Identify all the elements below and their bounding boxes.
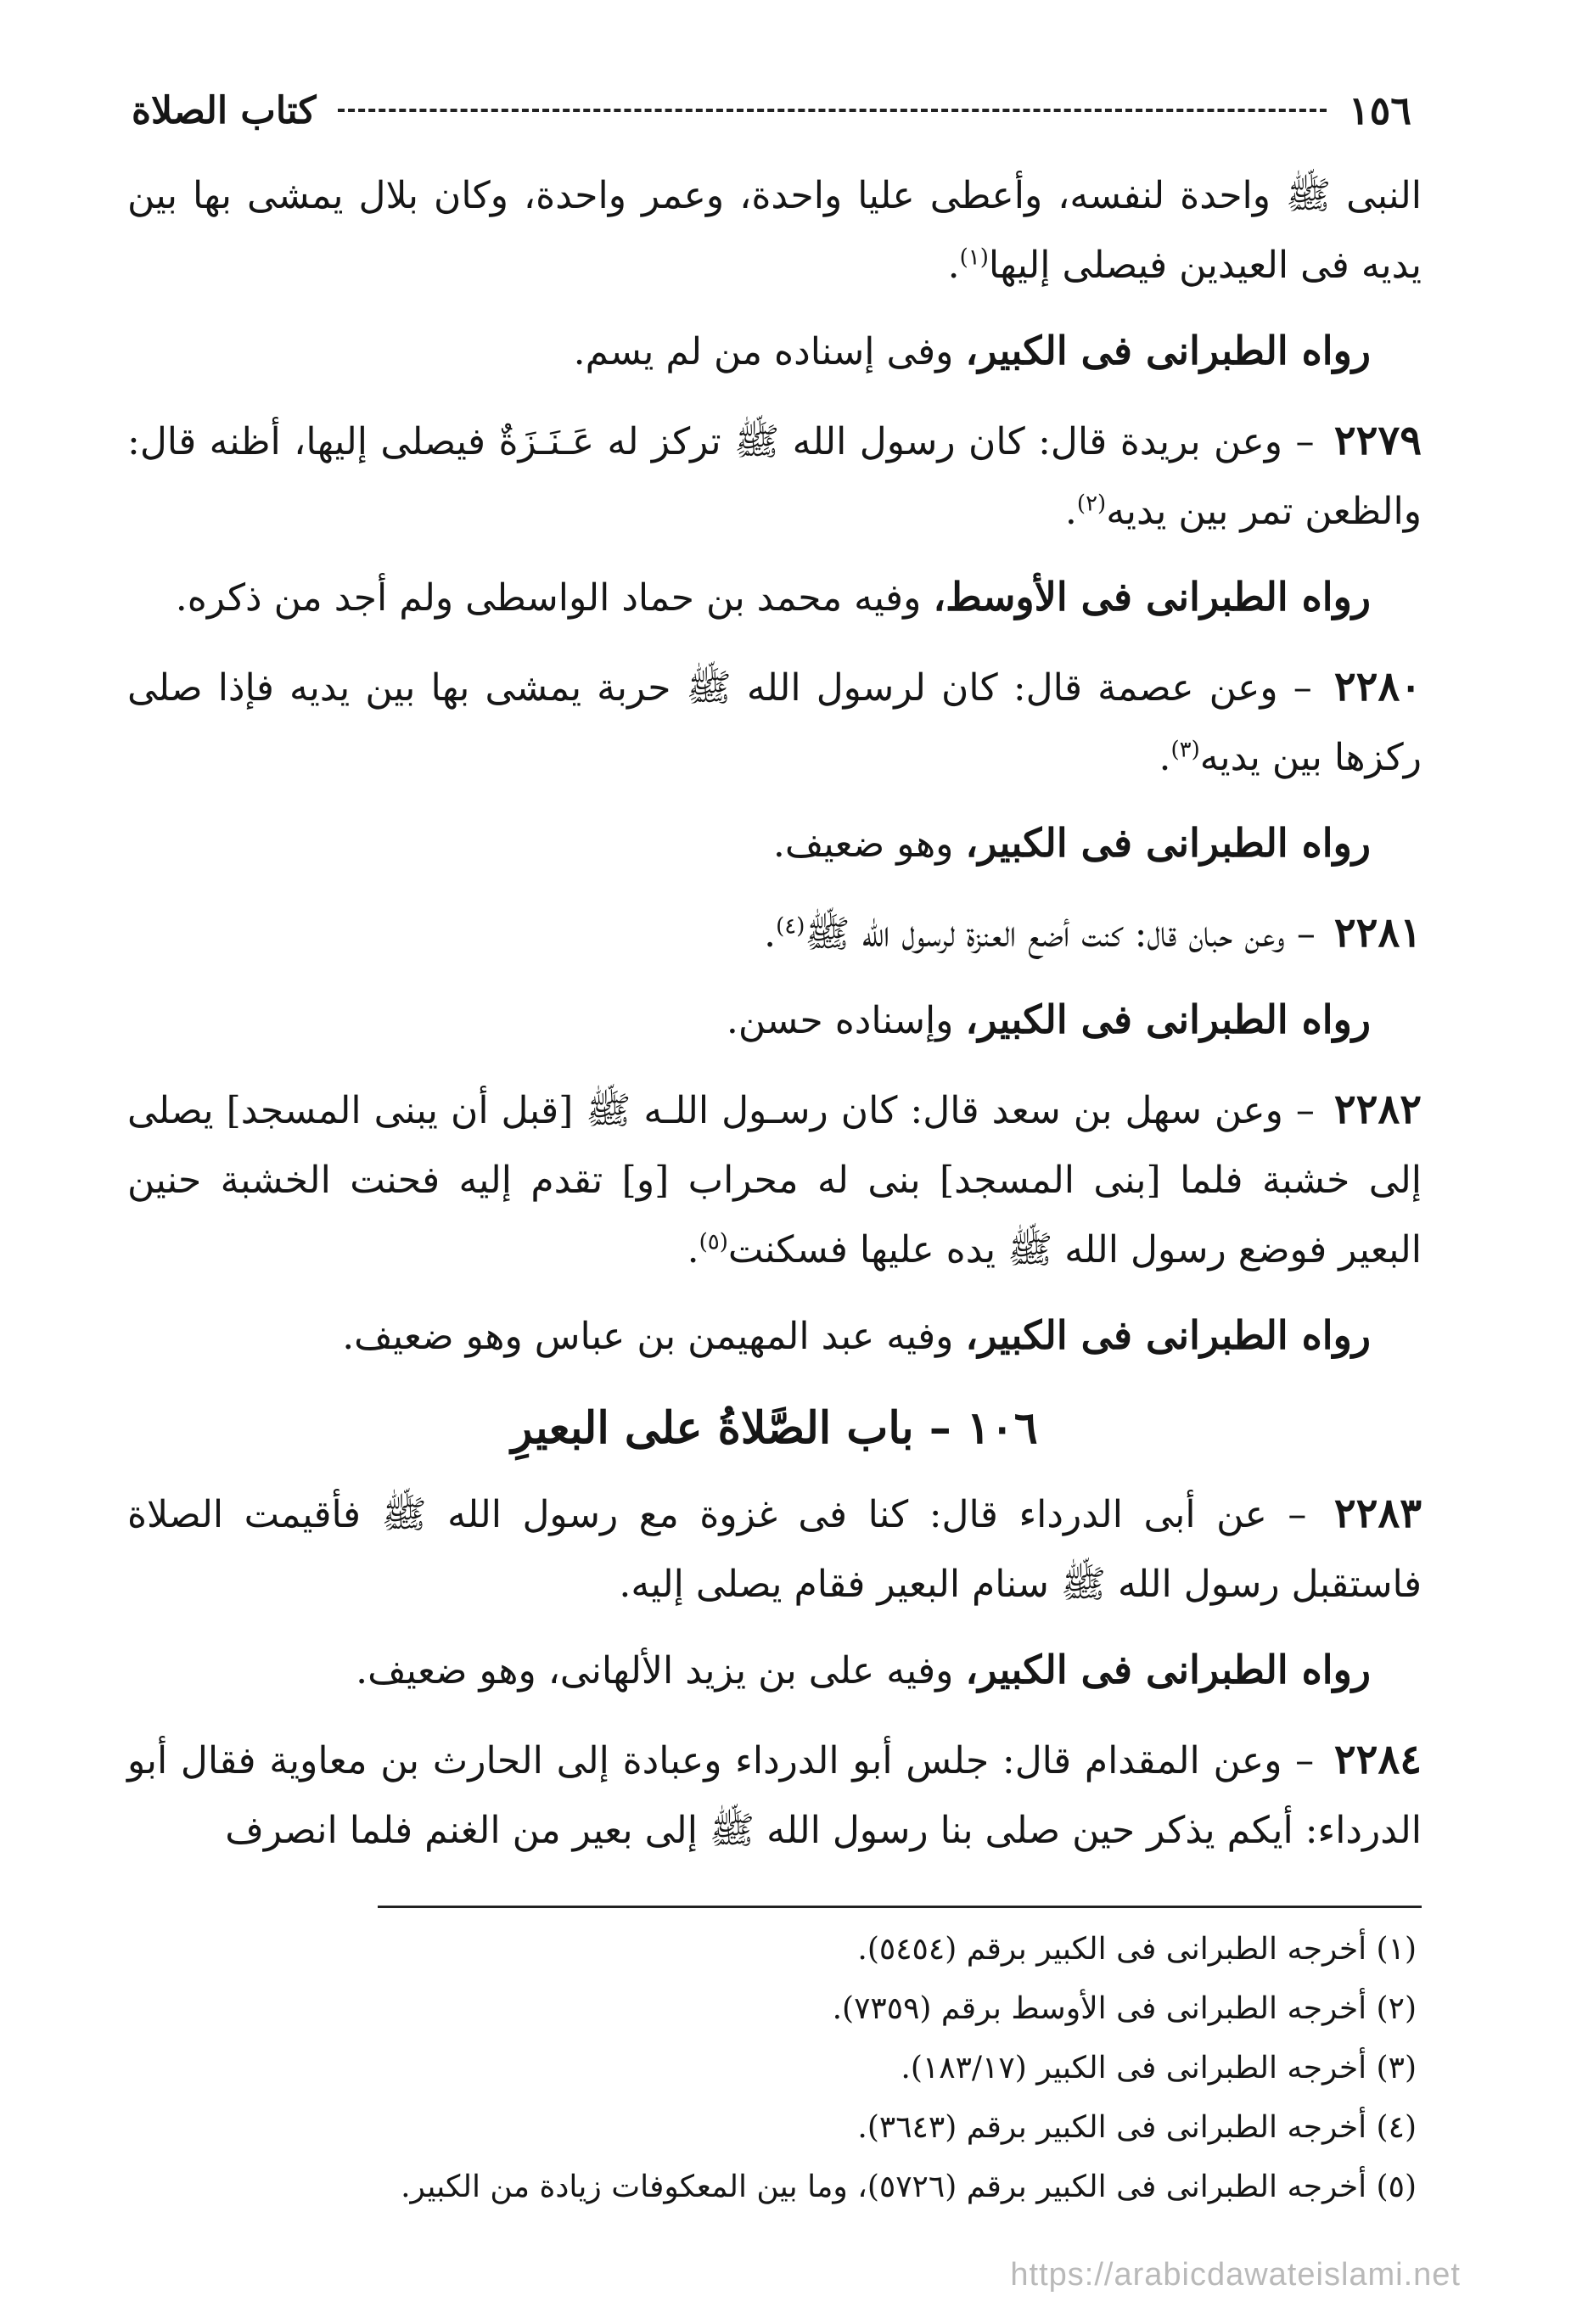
hadith-text: – وعن المقدام قال: جلس أبو الدرداء وعبادة إلى الحارث بن معاوية فقال أبو الدرداء: أيكم يذكر حين صلى بنا رسول الله ﷺ إلى بعير من الغنم فلما انصرف <box>127 1739 1422 1852</box>
footnote-ref: (٤) <box>776 913 805 940</box>
hadith-number: ٢٢٨٠ <box>1333 663 1422 710</box>
footnote: (٣) أخرجه الطبرانى فى الكبير (١٨٣/١٧). <box>901 2051 1417 2085</box>
source-rest: وفيه محمد بن حماد الواسطى ولم أجد من ذكره. <box>175 576 934 620</box>
source-rest: وهو ضعيف. <box>772 822 966 866</box>
source-rest: وفيه على بن يزيد الألهانى، وهو ضعيف. <box>356 1649 966 1692</box>
footnote: (٥) أخرجه الطبرانى فى الكبير برقم (٥٧٢٦)، وما بين المعكوفات زيادة من الكبير. <box>401 2170 1417 2204</box>
hadith-number: ٢٢٨١ <box>1333 909 1422 957</box>
source-bold: رواه الطبرانى فى الأوسط، <box>933 574 1371 620</box>
hadith-text: – وعن سهل بن سعد قال: كان رسـول اللـه ﷺ [قبل أن يبنى المسجد] يصلى إلى خشبة فلما [بنى المسجد] بنى له محراب [و] تقدم إليه فحنت الخشبة حنين البعير فوضع رسول الله ﷺ يده عليها فسكنت <box>127 1089 1422 1271</box>
footnote-separator <box>378 1906 1422 1908</box>
hadith-number: ٢٢٨٤ <box>1333 1736 1422 1783</box>
footnote: (١) أخرجه الطبرانى فى الكبير برقم (٥٤٥٤). <box>857 1932 1417 1967</box>
footnote-ref: (٥) <box>699 1229 728 1255</box>
source-note <box>127 316 1422 387</box>
hadith-number: ٢٢٨٢ <box>1333 1086 1422 1133</box>
footnote: (٢) أخرجه الطبرانى فى الأوسط برقم (٧٣٥٩). <box>832 1991 1417 2026</box>
hadith-2279: ٢٢٧٩ – وعن بريدة قال: كان رسول الله ﷺ تركز له عَـنَـزَةٌ فيصلى إليها، أظنه قال: والظعن تمر بين يديه$^{(٢)}$. <box>127 417 1422 533</box>
source-bold: رواه الطبرانى فى الكبير، <box>965 996 1371 1042</box>
source-rest: وفيه عبد المهيمن بن عباس وهو ضعيف. <box>342 1315 966 1358</box>
footnotes <box>127 1920 1422 2217</box>
source-rest: وفى إسناده من لم يسم. <box>573 330 966 373</box>
page-number: ١٥٦ <box>1348 87 1411 133</box>
hadith-number: ٢٢٧٩ <box>1333 417 1422 464</box>
hadith-2282: ٢٢٨٢ – وعن سهل بن سعد قال: كان رسـول اللـه ﷺ [قبل أن يبنى المسجد] يصلى إلى خشبة فلما [بنى المسجد] بنى له محراب [و] تقدم إليه فحنت الخشبة حنين البعير فوضع رسول الله ﷺ يده عليها فسكنت$^{(٥)}$. <box>127 1086 1422 1271</box>
hadith-2283 <box>127 1479 1422 1620</box>
running-title: كتاب الصلاة <box>132 88 317 132</box>
footnote-ref: (٣) <box>1170 737 1200 763</box>
chapter-heading: ١٠٦ – باب الصَّلاةُ على البعيرِ <box>511 1402 1038 1454</box>
source-note <box>127 808 1422 879</box>
footnote-ref: (٢) <box>1076 491 1107 517</box>
source-bold: رواه الطبرانى فى الكبير، <box>965 1647 1371 1692</box>
source-note <box>127 985 1422 1056</box>
source-note <box>127 562 1422 633</box>
page-body <box>127 161 1422 1881</box>
hadith-text: – وعن بريدة قال: كان رسول الله ﷺ تركز له عَـنَـزَةٌ فيصلى إليها، أظنه قال: والظعن تمر بين يديه <box>127 420 1422 533</box>
hadith-text: – وعن عصمة قال: كان لرسول الله ﷺ حربة يمشى بها بين يديه فإذا صلى ركزها بين يديه <box>127 666 1422 779</box>
hadith-text: – وعن حبان قال: كنت أضع العنزة لرسول الله ﷺ <box>805 912 1327 956</box>
hadith-2284 <box>127 1725 1422 1866</box>
source-bold: رواه الطبرانى فى الكبير، <box>965 820 1371 866</box>
source-note <box>127 1300 1422 1372</box>
continued-paragraph: النبى ﷺ واحدة لنفسه، وأعطى عليا واحدة، وعمر واحدة، وكان بلال يمشى بها بين يديه فى العيدين فيصلى إليها$^{(١)}$. <box>127 174 1422 287</box>
footnote: (٤) أخرجه الطبرانى فى الكبير برقم (٣٦٤٣). <box>857 2110 1417 2145</box>
hadith-number: ٢٢٨٣ <box>1333 1490 1422 1537</box>
hadith-2281: ٢٢٨١ – وعن حبان قال: كنت أضع العنزة لرسول الله ﷺ$^{(٤)}$. <box>764 909 1422 957</box>
source-note <box>127 1635 1422 1706</box>
page-header <box>132 81 1411 140</box>
hadith-text: – عن أبى الدرداء قال: كنا فى غزوة مع رسول الله ﷺ فأقيمت الصلاة فاستقبل رسول الله ﷺ سنام البعير فقام يصلى إليه. <box>127 1493 1422 1606</box>
paragraph-text: النبى ﷺ واحدة لنفسه، وأعطى عليا واحدة، وعمر واحدة، وكان بلال يمشى بها بين يديه فى العيدين فيصلى إليها <box>127 174 1422 287</box>
footnote-ref: (١) <box>959 244 989 271</box>
source-rest: وإسناده حسن. <box>726 999 966 1042</box>
hadith-2280: ٢٢٨٠ – وعن عصمة قال: كان لرسول الله ﷺ حربة يمشى بها بين يديه فإذا صلى ركزها بين يديه$^{(٣)}$. <box>127 663 1422 779</box>
source-bold: رواه الطبرانى فى الكبير، <box>965 328 1371 373</box>
header-dashed-rule <box>338 109 1326 112</box>
watermark-url: https://arabicdawateislami.net <box>1010 2257 1461 2293</box>
source-bold: رواه الطبرانى فى الكبير، <box>965 1312 1371 1358</box>
